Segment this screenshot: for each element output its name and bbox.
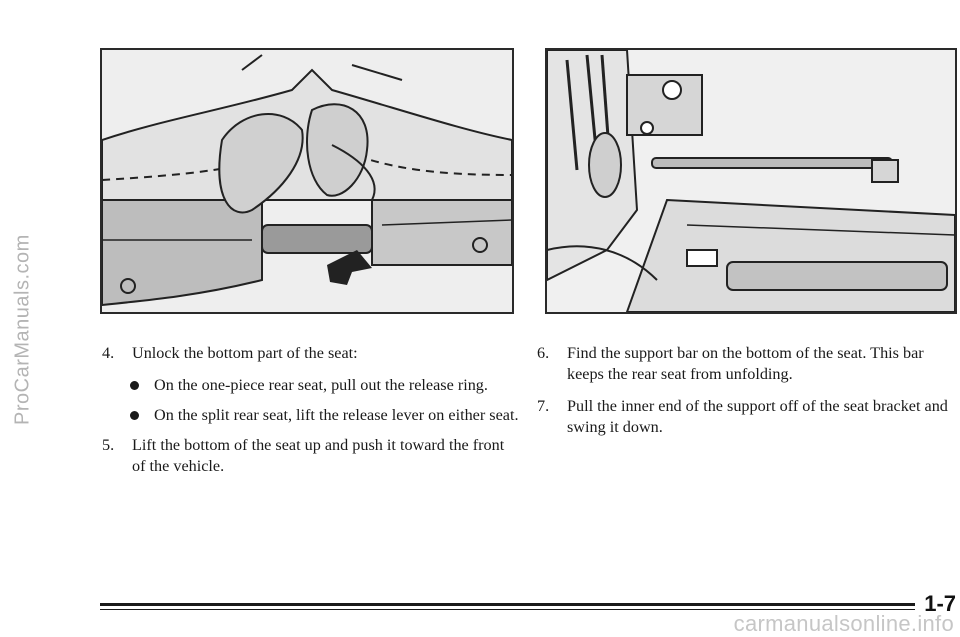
step-number: 6. xyxy=(537,344,550,362)
right-text-column xyxy=(535,343,955,449)
step-number: 5. xyxy=(102,436,115,454)
bottom-watermark: carmanualsonline.info xyxy=(733,611,954,636)
footer-rule-thin xyxy=(100,609,915,610)
bullet-dot-icon xyxy=(128,375,154,396)
figure-support-bar xyxy=(545,48,957,314)
step-4 xyxy=(100,343,520,364)
step-7 xyxy=(535,396,955,438)
bullet-item xyxy=(128,405,520,426)
step-number: 4. xyxy=(102,344,115,362)
step-text: Unlock the bottom part of the seat: xyxy=(132,344,358,362)
bullet-item xyxy=(128,375,520,396)
bullet-dot-icon xyxy=(128,405,154,426)
footer-rule-thick xyxy=(100,603,915,606)
page-number: 1-7 xyxy=(924,591,956,616)
support-bar-illustration xyxy=(547,50,955,312)
left-text-column xyxy=(100,343,520,488)
step-6 xyxy=(535,343,955,385)
step-number: 7. xyxy=(537,397,550,415)
bullet-text: On the one-piece rear seat, pull out the release ring. xyxy=(154,376,488,394)
seat-release-illustration xyxy=(102,50,512,312)
step-text: Pull the inner end of the support off of the seat bracket and swing it down. xyxy=(567,397,948,436)
step-5 xyxy=(100,435,520,477)
bullet-text: On the split rear seat, lift the release lever on either seat. xyxy=(154,406,519,424)
side-watermark: ProCarManuals.com xyxy=(11,234,34,426)
step-text: Find the support bar on the bottom of the seat. This bar keeps the rear seat from unfolding. xyxy=(567,344,924,383)
figure-seat-release xyxy=(100,48,514,314)
step-text: Lift the bottom of the seat up and push it toward the front of the vehicle. xyxy=(132,436,505,475)
